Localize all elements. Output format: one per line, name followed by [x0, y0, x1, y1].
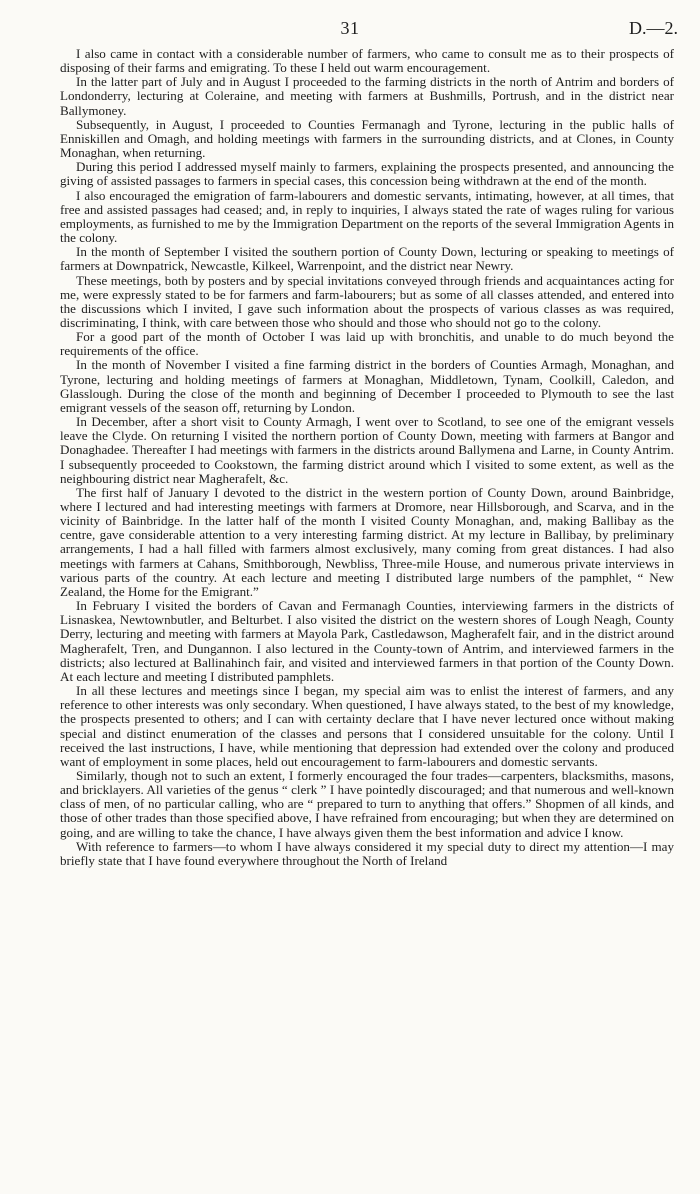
paragraph: The first half of January I devoted to the district in the western portion of County Down, around Bainbridge, where I lectured and had interesting meetings with farmers at Dromore, near Hillsborough, and Scarva, and in the vicinity of Bainbridge. In the latter half of the month I visited County Monaghan, and, making Ballibay as the centre, gave considerable attention to a very interesting farming district. At my lecture in Ballibay, by preliminary arrangements, I had a hall filled with farmers almost exclusively, many coming from great distances. I had also meetings with farmers at Cahans, Smithborough, Newbliss, Three-mile House, and numerous private interviews in various parts of the country. At each lecture and meeting I distributed large numbers of the pamphlet, “ New Zealand, the Home for the Emigrant.”: [60, 484, 674, 599]
paragraph: During this period I addressed myself mainly to farmers, explaining the prospects presented, and announcing the giving of assisted passages to farmers in special cases, this concession being withdrawn at the end of the month.: [60, 159, 674, 189]
paragraph: Subsequently, in August, I proceeded to Counties Fermanagh and Tyrone, lecturing in the public halls of Enniskillen and Omagh, and holding meetings with farmers in the surrounding districts, and at Clones, in County Monaghan, when returning.: [60, 116, 674, 161]
paragraph: I also encouraged the emigration of farm-labourers and domestic servants, intimating, however, at all times, that free and assisted passages had ceased; and, in reply to inquiries, I always stated the rate of wages ruling for various employments, as furnished to me by the Immigration Department on the reports of the several Immigration Agents in the colony.: [60, 187, 674, 246]
paragraph: I also came in contact with a considerable number of farmers, who came to consult me as to their prospects of disposing of their farms and emigrating. To these I held out warm encouragement.: [60, 46, 674, 76]
body-text: [60, 47, 674, 868]
paragraph: In the month of September I visited the southern portion of County Down, lecturing or speaking to meetings of farmers at Downpatrick, Newcastle, Kilkeel, Warrenpoint, and the district near Newry.: [60, 244, 674, 274]
document-code: D.—2.: [629, 18, 678, 38]
paragraph: In February I visited the borders of Cavan and Fermanagh Counties, interviewing farmers in the districts of Lisnaskea, Newtownbutler, and Belturbet. I also visited the district on the western shores of Lough Neagh, County Derry, lecturing and meeting with farmers at Mayola Park, Castledawson, Magherafelt fair, and in the district around Magherafelt, Tren, and Dungannon. I also lectured in the County-town of Antrim, and interviewed farmers in the districts; also lectured at Ballinahinch fair, and visited and interviewed farmers in that portion of the County Down. At each lecture and meeting I distributed pamphlets.: [60, 598, 674, 684]
page-header: [0, 18, 700, 40]
paragraph: In the latter part of July and in August I proceeded to the farming districts in the north of Antrim and borders of Londonderry, lecturing at Coleraine, and meeting with farmers at Bushmills, Portrush, and in the district near Ballymoney.: [60, 74, 674, 118]
paragraph: For a good part of the month of October I was laid up with bronchitis, and unable to do much beyond the requirements of the office.: [60, 329, 674, 359]
paragraph: In December, after a short visit to County Armagh, I went over to Scotland, to see one of the emigrant vessels leave the Clyde. On returning I visited the northern portion of County Down, meeting with farmers at Bangor and Donaghadee. Thereafter I had meetings with farmers in the districts around Ballymena and Larne, in County Antrim. I subsequently proceeded to Cookstown, the farming district around which I visited to some extent, as well as the neighbouring district near Magherafelt, &c.: [60, 414, 674, 486]
paragraph: In the month of November I visited a fine farming district in the borders of Counties Armagh, Monaghan, and Tyrone, lecturing and holding meetings of farmers at Monaghan, Middletown, Tynam, Coolkill, Caledon, and Glasslough. During the close of the month and beginning of December I proceeded to Plymouth to see the last emigrant vessels of the season off, returning by London.: [60, 357, 674, 415]
paragraph: With reference to farmers—to whom I have always considered it my special duty to direct my attention—I may briefly state that I have found everywhere throughout the North of Ireland: [60, 838, 674, 868]
page-number: 31: [340, 18, 360, 38]
paragraph: Similarly, though not to such an extent, I formerly encouraged the four trades—carpenters, blacksmiths, masons, and bricklayers. All varieties of the genus “ clerk ” I have pointedly discouraged; and that numerous and well-known class of men, of no particular calling, who are “ prepared to turn to anything that offers.” Shopmen of all kinds, and those of other trades than those specified above, I have refrained from encouraging; but when they are determined on going, and are willing to take the chance, I have always given them the best information and advice I know.: [60, 767, 674, 840]
paragraph: In all these lectures and meetings since I began, my special aim was to enlist the interest of farmers, and any reference to other interests was only secondary. When questioned, I have always stated, to the best of my knowledge, the prospects presented to others; and I can with certainty declare that I have never lectured once without making special and distinct enumeration of the classes and persons that I considered unsuitable for the colony. Until I received the last instructions, I have, while mentioning that depression had extended over the colony and produced want of employment in some places, held out encouragement to farm-labourers and domestic servants.: [60, 683, 674, 769]
paragraph: These meetings, both by posters and by special invitations conveyed through friends and acquaintances acting for me, were expressly stated to be for farmers and farm-labourers; but as some of all classes attended, and entered into the discussions which I invited, I gave such information about the prospects of various classes as was required, discriminating, I think, with care between those who should and those who should not go to the colony.: [60, 272, 674, 330]
